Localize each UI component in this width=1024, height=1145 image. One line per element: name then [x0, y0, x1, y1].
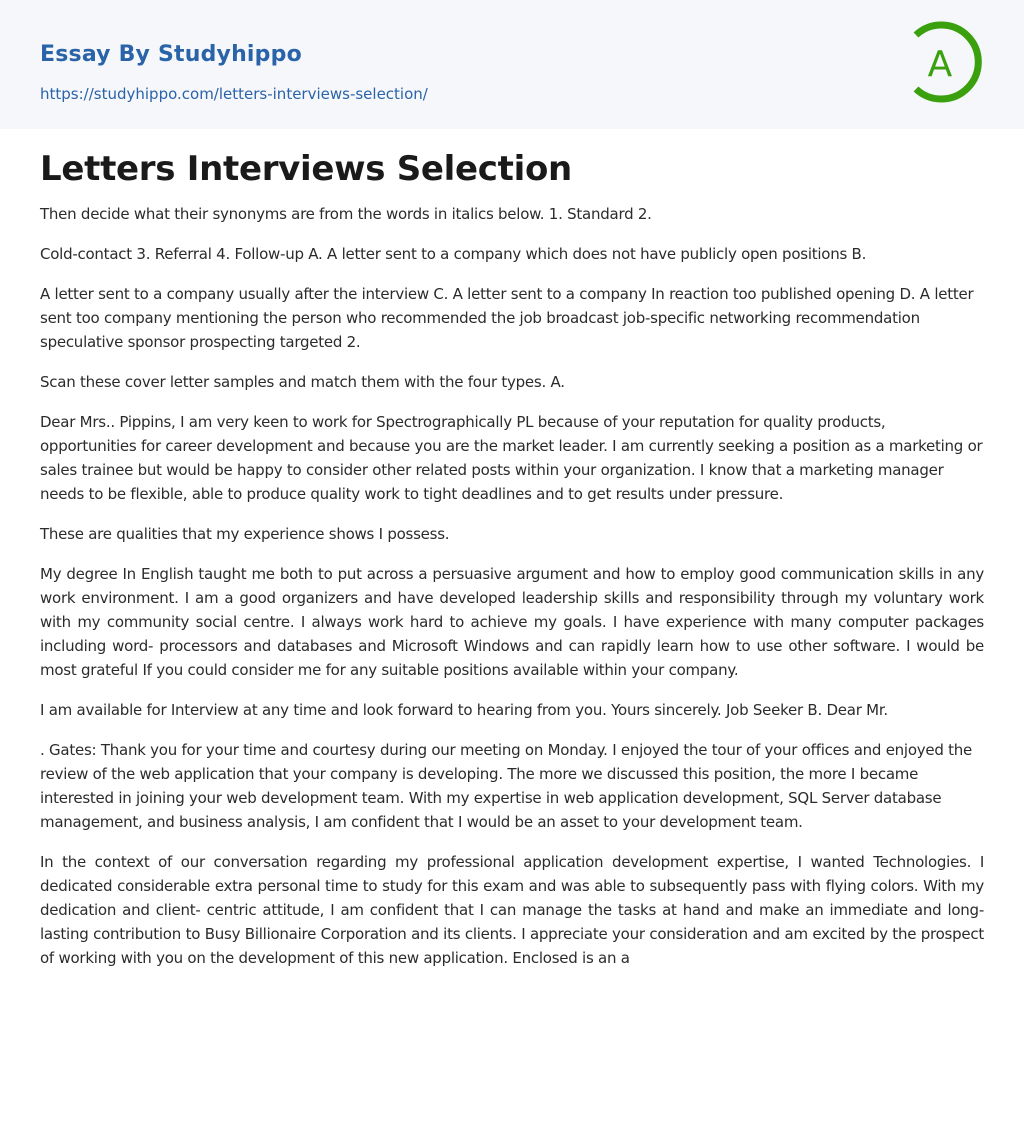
- paragraph: . Gates: Thank you for your time and courtesy during our meeting on Monday. I enjoyed the tour of your offices and enjoyed the review of the web application that your company is developing. The more we discussed this position, the more I became interested in joining your web development team. With my expertise in web application development, SQL Server database management, and business analysis, I am confident that I would be an asset to your development team.: [40, 741, 973, 831]
- page-title: Letters Interviews Selection: [40, 149, 572, 189]
- paragraph: A letter sent to a company usually after the interview C. A letter sent to a company In reaction too published opening D. A letter sent too company mentioning the person who recommended the job broadcast job-specific networking recommendation speculative sponsor prospecting targeted 2.: [40, 285, 974, 351]
- paragraph: These are qualities that my experience shows I possess.: [40, 525, 450, 543]
- paragraph: In the context of our conversation regarding my professional application development expertise, I wanted Technologies. I dedicated considerable extra personal time to study for this exam and was able to subsequently pass with flying colors. With my dedication and client- centric attitude, I am confident that I can manage the tasks at hand and make an immediate and long-lasting contribution to Busy Billionaire Corporation and its clients. I appreciate your consideration and am excited by the prospect of working with you on the development of this new application. Enclosed is an a: [40, 853, 984, 967]
- paragraph: Dear Mrs.. Pippins, I am very keen to work for Spectrographically PL because of your reputation for quality products, opportunities for career development and because you are the market leader. I am currently seeking a position as a marketing or sales trainee but would be happy to consider other related posts within your organization. I know that a marketing manager needs to be flexible, able to produce quality work to tight deadlines and to get results under pressure.: [40, 413, 983, 503]
- paragraph: I am available for Interview at any time and look forward to hearing from you. Yours sincerely. Job Seeker B. Dear Mr.: [40, 701, 888, 719]
- logo-letter: A: [927, 44, 953, 85]
- paragraph: Then decide what their synonyms are from the words in italics below. 1. Standard 2.: [40, 205, 652, 223]
- brand-title: Essay By Studyhippo: [40, 42, 302, 67]
- site-header: [0, 0, 1024, 129]
- paragraph: Scan these cover letter samples and match them with the four types. A.: [40, 373, 565, 391]
- paragraph: My degree In English taught me both to put across a persuasive argument and how to employ good communication skills in any work environment. I am a good organizers and have developed leadership skills and responsibility through my voluntary work with my community social centre. I always work hard to achieve my goals. I have experience with many computer packages including word- processors and databases and Microsoft Windows and can rapidly learn how to use other software. I would be most grateful If you could consider me for any suitable positions available within your company.: [40, 565, 984, 679]
- article: [0, 129, 1024, 1026]
- paragraph: Cold-contact 3. Referral 4. Follow-up A. A letter sent to a company which does not have publicly open positions B.: [40, 245, 867, 263]
- essay-url-link[interactable]: https://studyhippo.com/letters-interviews-selection/: [40, 85, 428, 103]
- studyhippo-logo-icon[interactable]: [906, 18, 990, 106]
